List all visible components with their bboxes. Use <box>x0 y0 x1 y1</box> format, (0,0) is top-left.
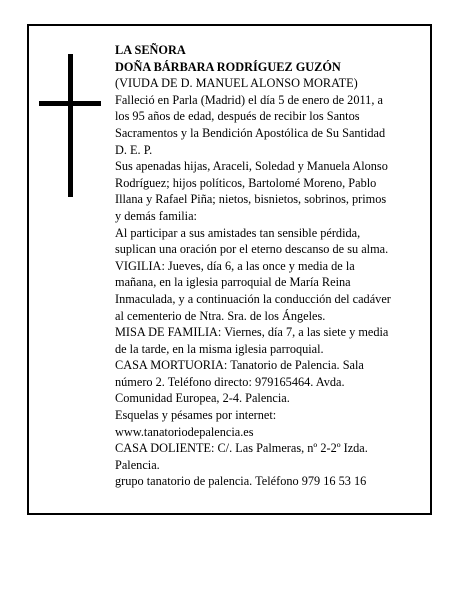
text-line: y demás familia: <box>115 208 197 223</box>
title-line: LA SEÑORA <box>115 43 186 57</box>
text-line: al cementerio de Ntra. Sra. de los Ángeles. <box>115 308 326 323</box>
text-line: los 95 años de edad, después de recibir los Santos <box>115 109 360 124</box>
text-line: Palencia. <box>115 457 160 472</box>
obituary-text <box>115 42 423 490</box>
text-line: CASA MORTUORIA: Tanatorio de Palencia. Sala <box>115 358 364 373</box>
obituary-notice <box>27 24 432 515</box>
widow-line: (VIUDA DE D. MANUEL ALONSO MORATE) <box>115 76 358 91</box>
text-line: grupo tanatorio de palencia. Teléfono 979 16 53 16 <box>115 474 367 489</box>
latin-cross-icon <box>39 54 101 197</box>
text-line: Falleció en Parla (Madrid) el día 5 de enero de 2011, a <box>115 92 383 107</box>
text-line: Inmaculada, y a continuación la conducción del cadáver <box>115 291 391 306</box>
text-line: D. E. P. <box>115 142 153 157</box>
text-line: número 2. Teléfono directo: 979165464. Avda. <box>115 374 345 389</box>
text-line: Esquelas y pésames por internet: <box>115 408 277 423</box>
text-line: MISA DE FAMILIA: Viernes, día 7, a las siete y media <box>115 325 389 340</box>
text-line: Comunidad Europea, 2-4. Palencia. <box>115 391 290 406</box>
text-line: Sus apenadas hijas, Araceli, Soledad y Manuela Alonso <box>115 159 388 174</box>
text-line: Sacramentos y la Bendición Apostólica de Su Santidad <box>115 125 386 140</box>
text-line: Rodríguez; hijos políticos, Bartolomé Moreno, Pablo <box>115 175 377 190</box>
text-line: Al participar a sus amistades tan sensible pérdida, <box>115 225 361 240</box>
text-line: Illana y Rafael Piña; nietos, bisnietos, sobrinos, primos <box>115 192 387 207</box>
text-line: de la tarde, en la misma iglesia parroquial. <box>115 341 324 356</box>
website-line: www.tanatoriodepalencia.es <box>115 424 254 439</box>
text-line: VIGILIA: Jueves, día 6, a las once y media de la <box>115 258 355 273</box>
text-line: suplican una oración por el eterno descanso de su alma. <box>115 242 389 257</box>
deceased-name: DOÑA BÁRBARA RODRÍGUEZ GUZÓN <box>115 59 341 74</box>
text-line: mañana, en la iglesia parroquial de María Reina <box>115 275 351 290</box>
text-line: CASA DOLIENTE: C/. Las Palmeras, nº 2-2º Izda. <box>115 441 368 456</box>
